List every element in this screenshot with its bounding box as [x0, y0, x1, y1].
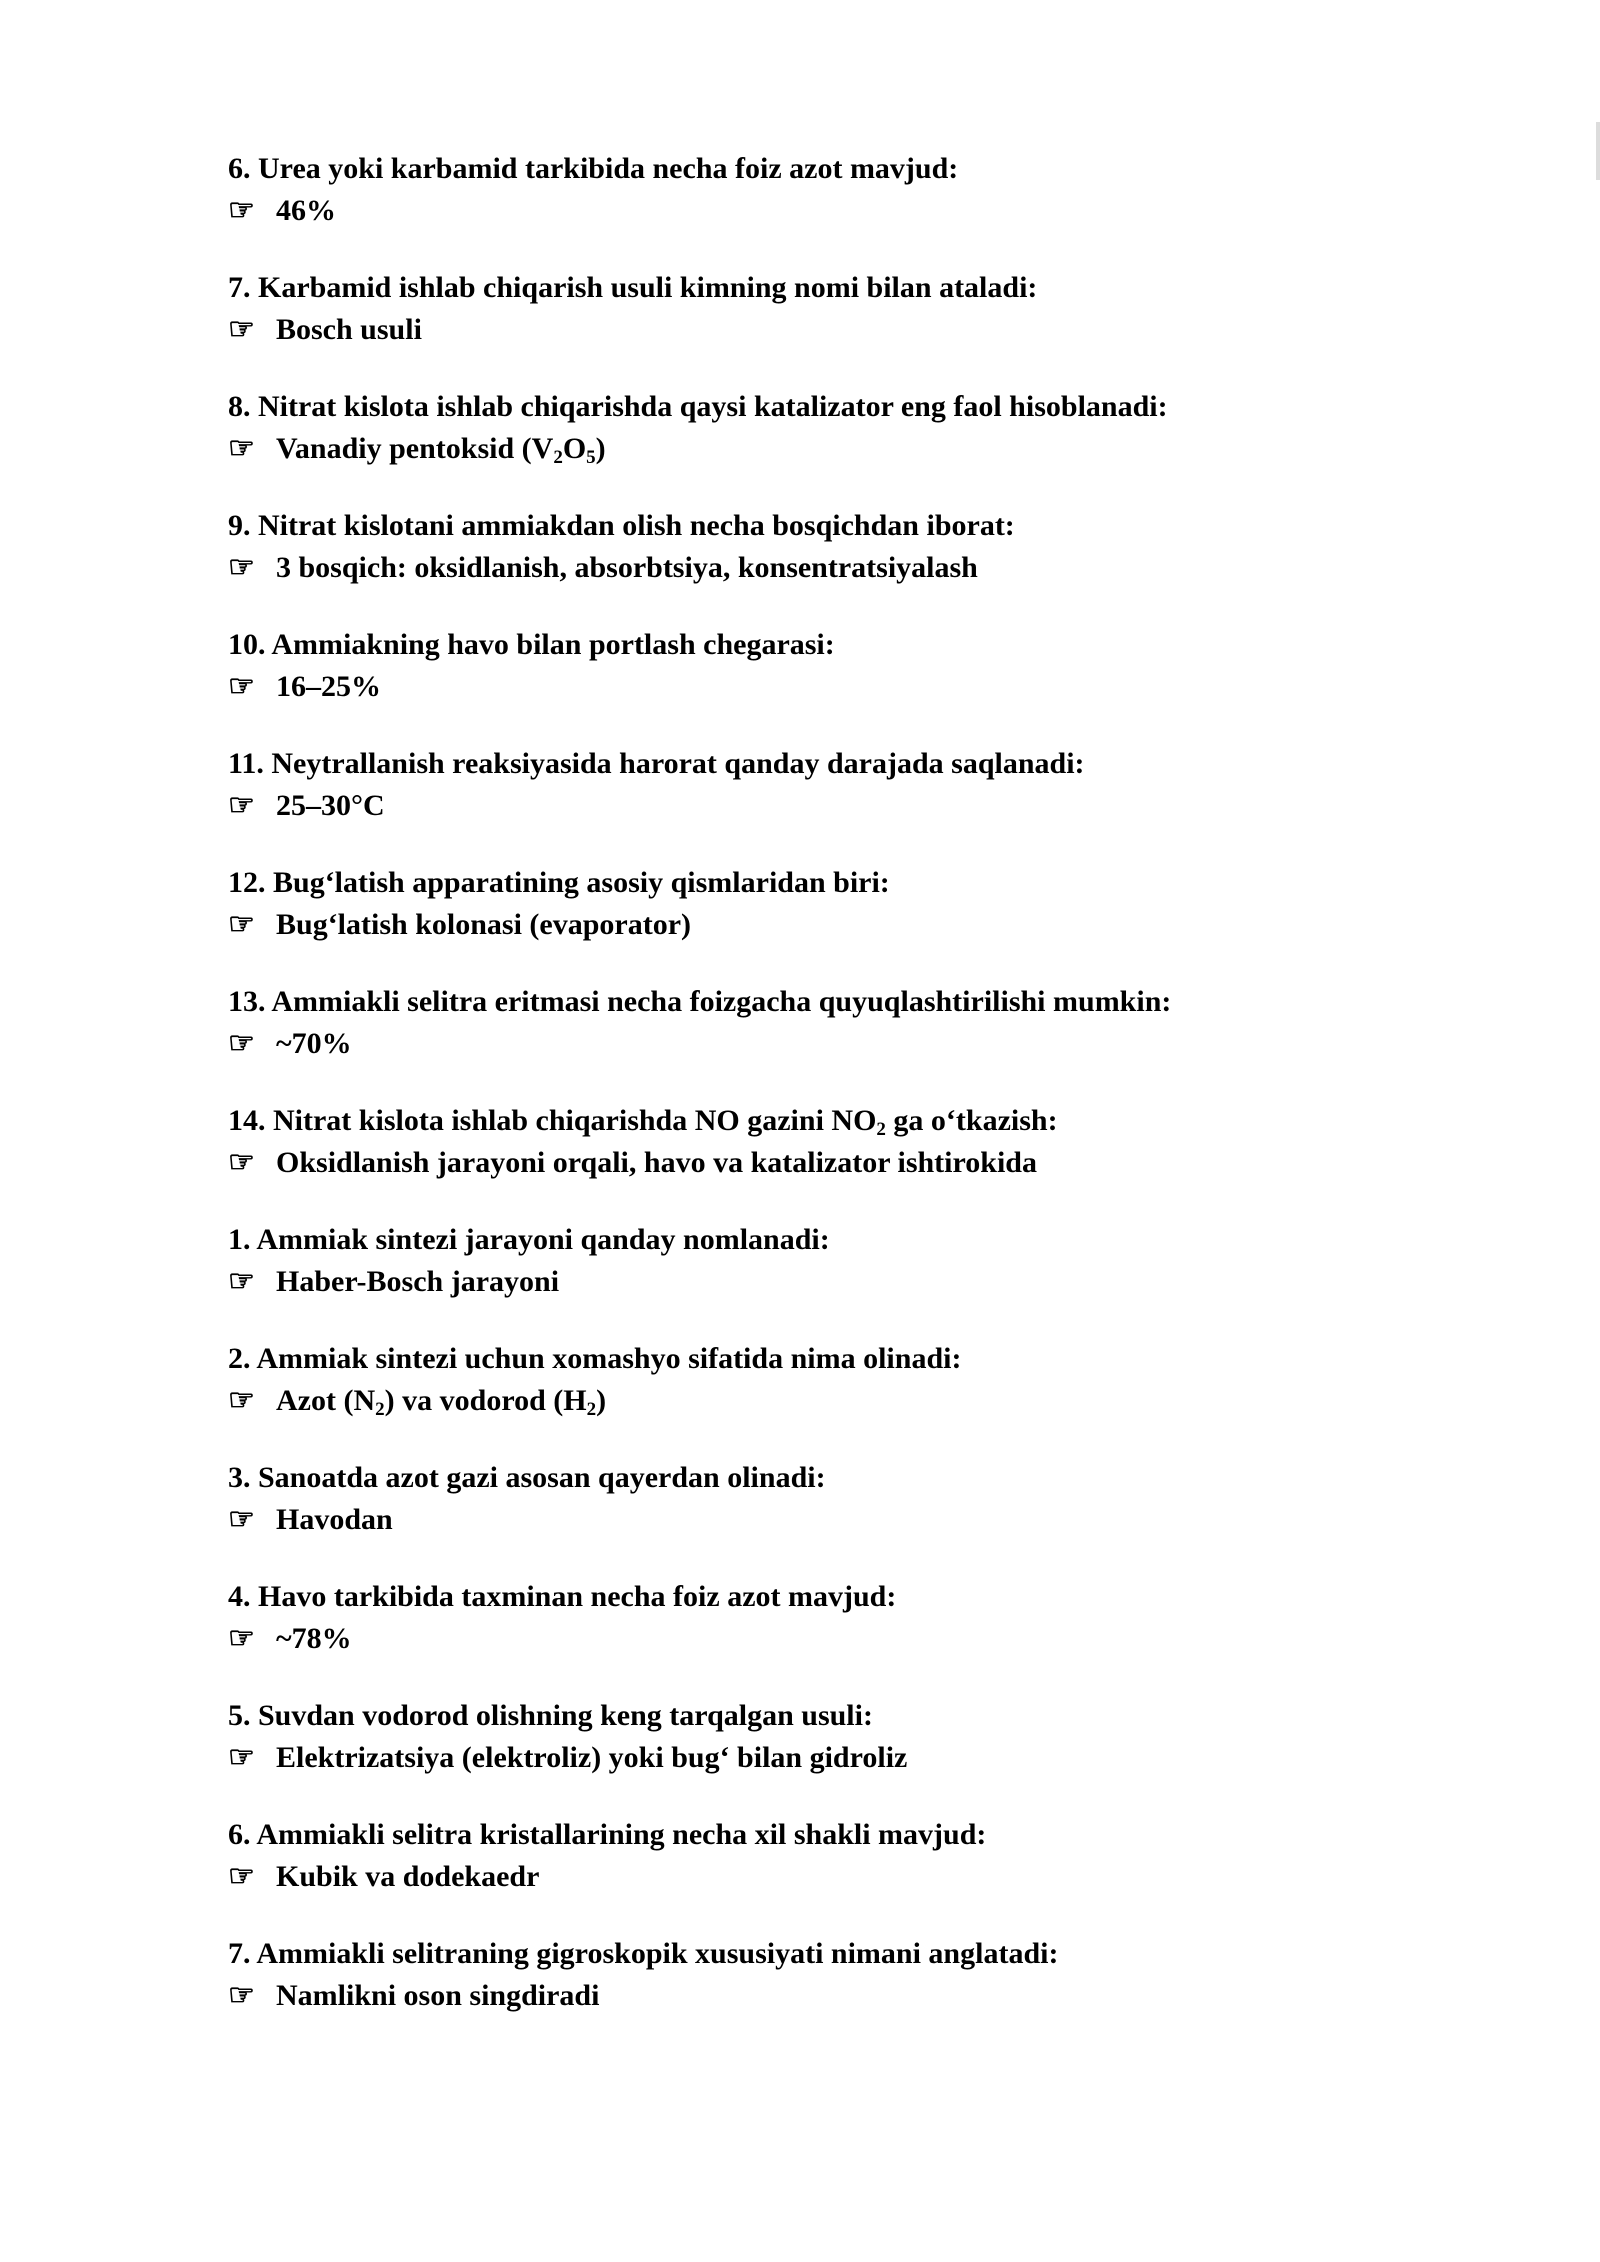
answer-text: 3 bosqich: oksidlanish, absorbtsiya, konsentratsiyalash	[276, 551, 978, 584]
qa-item	[228, 743, 1428, 862]
answer-text: Havodan	[276, 1503, 393, 1536]
answer-text-part: Vanadiy pentoksid (V	[276, 432, 554, 465]
answer-line	[228, 1856, 1428, 1898]
answer-line	[228, 547, 1428, 589]
qa-list	[228, 148, 1428, 2052]
pointing-hand-icon: ☞	[228, 194, 255, 227]
answer-text-part: )	[595, 432, 606, 465]
answer-line	[228, 1023, 1428, 1065]
question-text: 5. Suvdan vodorod olishning keng tarqalgan usuli:	[228, 1699, 873, 1732]
qa-item	[228, 1933, 1428, 2052]
answer-text	[276, 1384, 607, 1420]
question-text: 10. Ammiakning havo bilan portlash chegarasi:	[228, 628, 835, 661]
pointing-hand-icon: ☞	[228, 1027, 255, 1060]
qa-item	[228, 624, 1428, 743]
pointing-hand-icon: ☞	[228, 1265, 255, 1298]
question-text: 7. Ammiakli selitraning gigroskopik xususiyati nimani anglatadi:	[228, 1937, 1059, 1970]
answer-line	[228, 1499, 1428, 1541]
answer-text	[276, 432, 606, 468]
question-text-part: ga o‘tkazish:	[885, 1104, 1058, 1137]
question-text: 11. Neytrallanish reaksiyasida harorat qanday darajada saqlanadi:	[228, 747, 1085, 780]
pointing-hand-icon: ☞	[228, 1741, 255, 1774]
answer-text: Bug‘latish kolonasi (evaporator)	[276, 908, 692, 941]
answer-text: Elektrizatsiya (elektroliz) yoki bug‘ bilan gidroliz	[276, 1741, 908, 1774]
qa-item	[228, 1219, 1428, 1338]
qa-item	[228, 1576, 1428, 1695]
question-text: 6. Ammiakli selitra kristallarining necha xil shakli mavjud:	[228, 1818, 987, 1851]
question-text: 4. Havo tarkibida taxminan necha foiz azot mavjud:	[228, 1580, 897, 1613]
pointing-hand-icon: ☞	[228, 670, 255, 703]
answer-line	[228, 1380, 1428, 1422]
answer-text-part: O	[562, 432, 587, 465]
answer-line	[228, 785, 1428, 827]
qa-item	[228, 1457, 1428, 1576]
pointing-hand-icon: ☞	[228, 1503, 255, 1536]
question-text: 3. Sanoatda azot gazi asosan qayerdan olinadi:	[228, 1461, 826, 1494]
question-text: 2. Ammiak sintezi uchun xomashyo sifatida nima olinadi:	[228, 1342, 962, 1375]
qa-item	[228, 1695, 1428, 1814]
pointing-hand-icon: ☞	[228, 432, 255, 465]
question-text-part: 14. Nitrat kislota ishlab chiqarishda NO gazini NO	[228, 1104, 877, 1137]
subscript: 2	[876, 1119, 886, 1140]
answer-line	[228, 1618, 1428, 1660]
question-text: 8. Nitrat kislota ishlab chiqarishda qaysi katalizator eng faol hisoblanadi:	[228, 390, 1168, 423]
question-text: 9. Nitrat kislotani ammiakdan olish necha bosqichdan iborat:	[228, 509, 1015, 542]
answer-text: 46%	[276, 194, 336, 227]
answer-line	[228, 1261, 1428, 1303]
pointing-hand-icon: ☞	[228, 551, 255, 584]
answer-line	[228, 666, 1428, 708]
answer-text: Bosch usuli	[276, 313, 422, 346]
answer-text: Kubik va dodekaedr	[276, 1860, 540, 1893]
answer-text-part: Azot (N	[276, 1384, 376, 1417]
answer-line	[228, 428, 1428, 470]
answer-line	[228, 1142, 1428, 1184]
pointing-hand-icon: ☞	[228, 908, 255, 941]
answer-line	[228, 1975, 1428, 2017]
qa-item	[228, 267, 1428, 386]
answer-text: ~78%	[276, 1622, 352, 1655]
answer-text: ~70%	[276, 1027, 352, 1060]
pointing-hand-icon: ☞	[228, 1979, 255, 2012]
pointing-hand-icon: ☞	[228, 1860, 255, 1893]
question-text: 13. Ammiakli selitra eritmasi necha foizgacha quyuqlashtirilishi mumkin:	[228, 985, 1172, 1018]
answer-text: Namlikni oson singdiradi	[276, 1979, 600, 2012]
subscript: 5	[586, 447, 596, 468]
question-text	[228, 1100, 1428, 1142]
question-text: 7. Karbamid ishlab chiqarish usuli kimning nomi bilan ataladi:	[228, 271, 1038, 304]
qa-item	[228, 1338, 1428, 1457]
answer-text: 16–25%	[276, 670, 381, 703]
pointing-hand-icon: ☞	[228, 313, 255, 346]
answer-text: Oksidlanish jarayoni orqali, havo va katalizator ishtirokida	[276, 1146, 1037, 1179]
qa-item	[228, 981, 1428, 1100]
qa-item	[228, 148, 1428, 267]
pointing-hand-icon: ☞	[228, 1146, 255, 1179]
answer-text-part: )	[596, 1384, 607, 1417]
pointing-hand-icon: ☞	[228, 1384, 255, 1417]
question-text: 6. Urea yoki karbamid tarkibida necha foiz azot mavjud:	[228, 152, 959, 185]
answer-text-part: ) va vodorod (H	[384, 1384, 587, 1417]
answer-line	[228, 309, 1428, 351]
page-edge-mark	[1596, 122, 1600, 180]
subscript: 2	[553, 447, 563, 468]
qa-item	[228, 1814, 1428, 1933]
question-text: 1. Ammiak sintezi jarayoni qanday nomlanadi:	[228, 1223, 830, 1256]
answer-line	[228, 190, 1428, 232]
pointing-hand-icon: ☞	[228, 789, 255, 822]
pointing-hand-icon: ☞	[228, 1622, 255, 1655]
answer-text: 25–30°C	[276, 789, 385, 822]
subscript: 2	[375, 1399, 385, 1420]
qa-item	[228, 505, 1428, 624]
qa-item	[228, 386, 1428, 505]
subscript: 2	[586, 1399, 597, 1420]
question-text: 12. Bug‘latish apparatining asosiy qismlaridan biri:	[228, 866, 890, 899]
answer-text: Haber-Bosch jarayoni	[276, 1265, 560, 1298]
qa-item	[228, 862, 1428, 981]
answer-line	[228, 1737, 1428, 1779]
qa-item	[228, 1100, 1428, 1219]
answer-line	[228, 904, 1428, 946]
